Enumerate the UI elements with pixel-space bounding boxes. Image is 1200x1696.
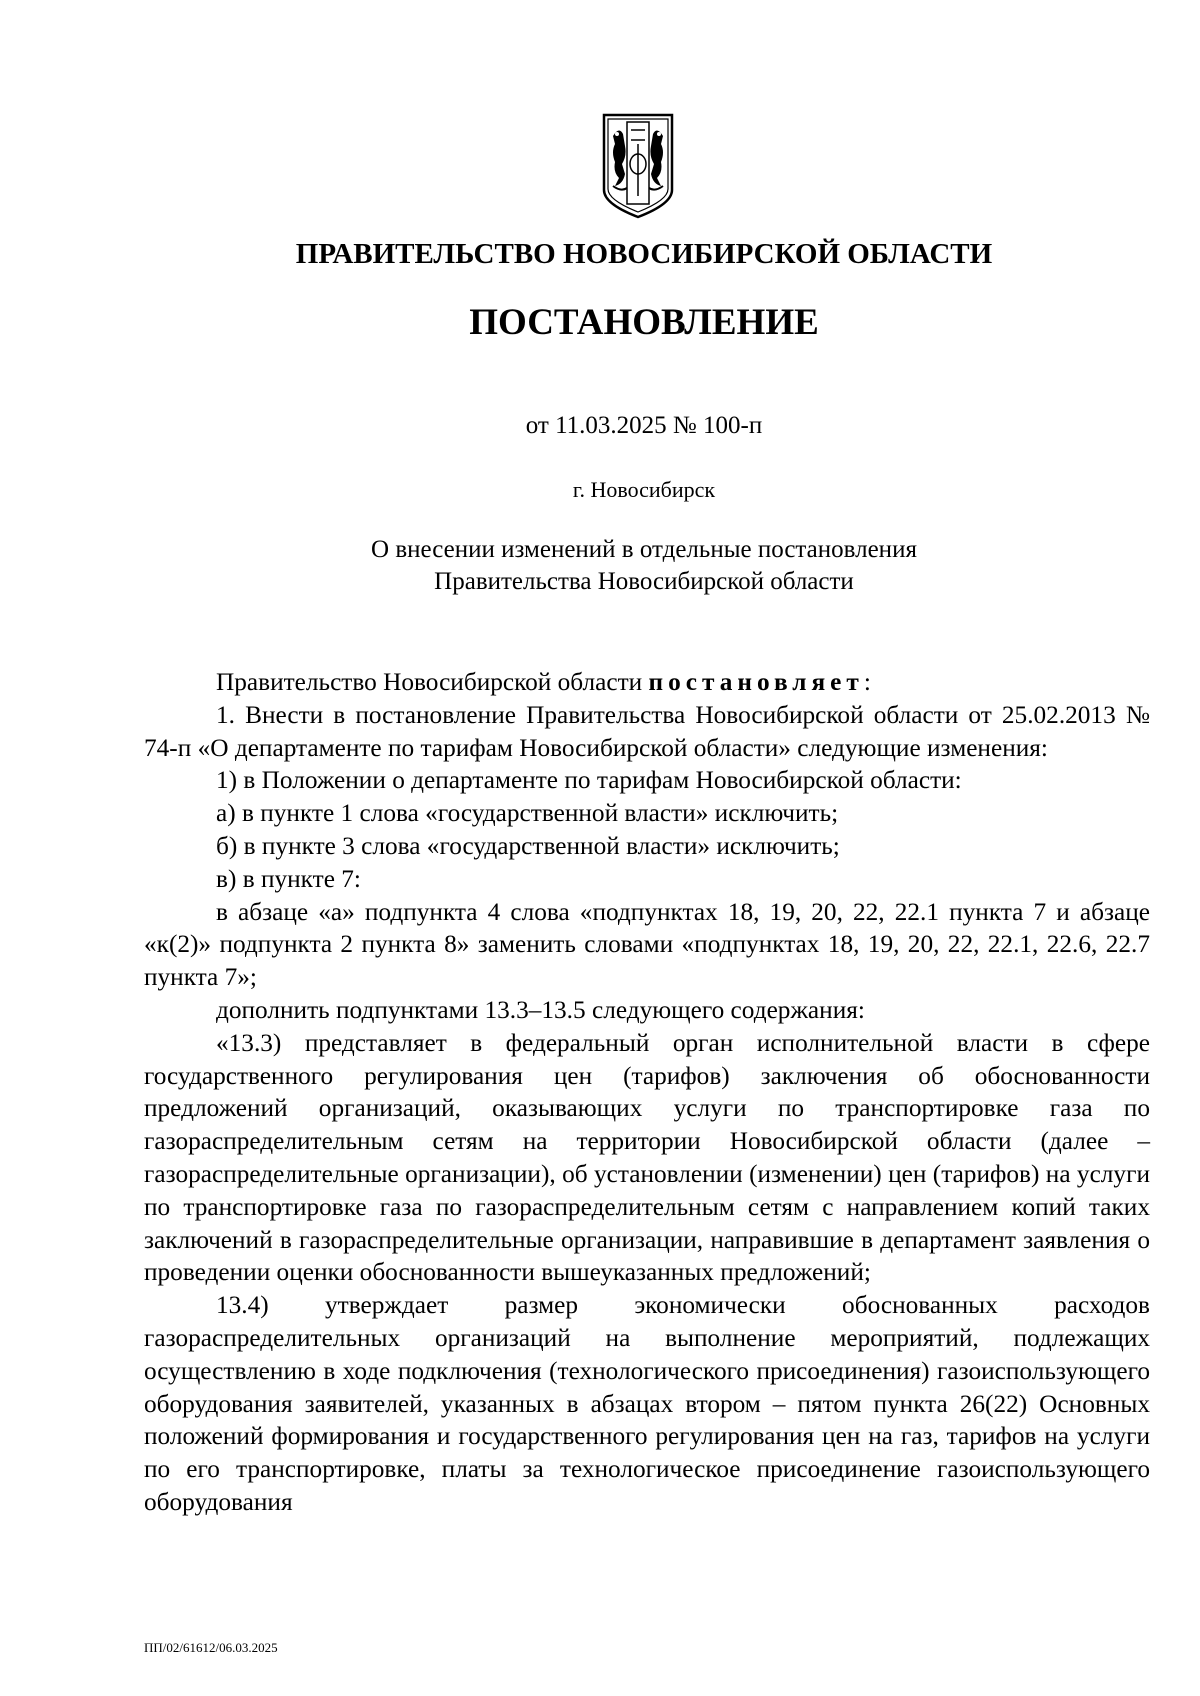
intro-prefix: Правительство Новосибирской области	[216, 668, 649, 696]
subject-line-2: Правительства Новосибирской области	[434, 568, 854, 595]
paragraph-2: 1) в Положении о департаменте по тарифам Новосибирской области:	[216, 766, 962, 795]
document-type: ПОСТАНОВЛЕНИЕ	[469, 302, 819, 343]
document-subject	[0, 534, 1200, 598]
coat-of-arms-icon	[601, 112, 675, 220]
footer-document-code: ПП/02/61612/06.03.2025	[144, 1640, 278, 1655]
document-body	[144, 666, 1150, 1519]
organization-title: ПРАВИТЕЛЬСТВО НОВОСИБИРСКОЙ ОБЛАСТИ	[295, 238, 993, 270]
document-city: г. Новосибирск	[572, 477, 716, 502]
intro-paragraph	[144, 666, 1150, 699]
intro-keyword: постановляет	[648, 668, 864, 696]
paragraph-4: б) в пункте 3 слова «государственной власти» исключить;	[216, 831, 840, 860]
document-number: от 11.03.2025 № 100-п	[525, 412, 763, 439]
paragraph-6: в абзаце «а» подпункта 4 слова «подпунктах 18, 19, 20, 22, 22.1 пункта 7 и абзаце «к(2)» подпункта 2 пункта 8» заменить словами «подпунктах 18, 19, 20, 22, 22.1, 22.6, 22.7 пункта 7»;	[144, 897, 1150, 992]
subject-line-1: О внесении изменений в отдельные постановления	[371, 536, 917, 563]
paragraph-5: в) в пункте 7:	[216, 864, 361, 893]
intro-suffix: :	[863, 668, 871, 696]
paragraph-1: 1. Внести в постановление Правительства Новосибирской области от 25.02.2013 № 74-п «О департаменте по тарифам Новосибирской области» следующие изменения:	[144, 700, 1150, 762]
paragraph-8: «13.3) представляет в федеральный орган исполнительной власти в сфере государственного регулирования цен (тарифов) заключения об обоснованности предложений организаций, оказывающих услуги по транспортировке газа по газораспределительным сетям на территории Новосибирской области (далее – газораспределительные организации), об установлении (изменении) цен (тарифов) на услуги по транспортировке газа по газораспределительным сетям с направлением копий таких заключений в газораспределительные организации, направившие в департамент заявления о проведении оценки обоснованности вышеуказанных предложений;	[144, 1028, 1150, 1287]
paragraph-9: 13.4) утверждает размер экономически обоснованных расходов газораспределительных организаций на выполнение мероприятий, подлежащих осуществлению в ходе подключения (технологического присоединения) газоиспользующего оборудования заявителей, указанных в абзацах втором – пятом пункта 26(22) Основных положений формирования и государственного регулирования цен на газ, тарифов на услуги по его транспортировке, платы за технологическое присоединение газоиспользующего оборудования	[144, 1291, 1150, 1516]
paragraph-3: а) в пункте 1 слова «государственной власти» исключить;	[216, 799, 839, 828]
paragraph-7: дополнить подпунктами 13.3–13.5 следующего содержания:	[216, 995, 865, 1024]
